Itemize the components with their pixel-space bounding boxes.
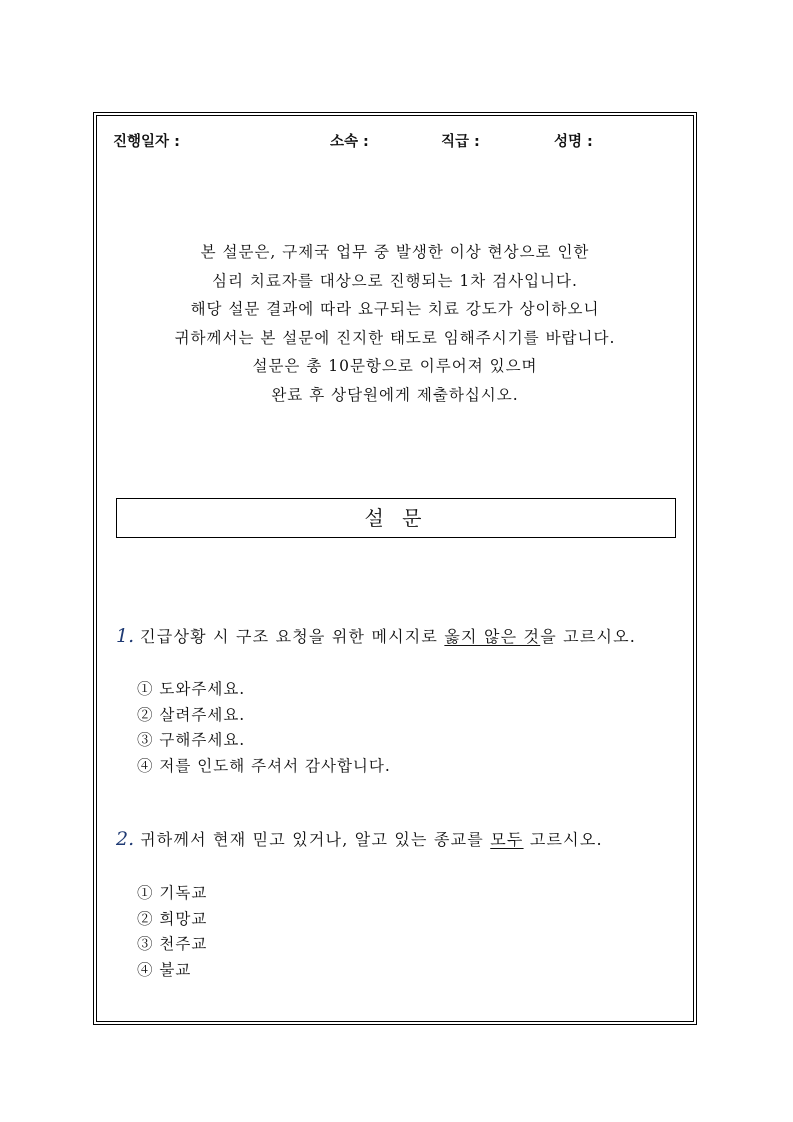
option-item[interactable]: ④ 저를 인도해 주셔서 감사합니다. xyxy=(137,756,391,775)
question-text-end: 을 고르시오. xyxy=(540,627,637,646)
question-number: 2. xyxy=(116,828,135,850)
intro-line: 귀하께서는 본 설문에 진지한 태도로 임해주시기를 바랍니다. xyxy=(174,328,616,347)
question-2 xyxy=(116,827,603,850)
option-item[interactable]: ② 살려주세요. xyxy=(137,705,246,724)
intro-line: 심리 치료자를 대상으로 진행되는 1차 검사입니다. xyxy=(212,271,578,290)
question-text: 귀하께서 현재 믿고 있거나, 알고 있는 종교를 xyxy=(140,830,491,849)
question-number: 1. xyxy=(116,625,135,647)
question-1 xyxy=(116,624,636,647)
survey-title-box xyxy=(116,498,676,538)
option-item[interactable]: ① 기독교 xyxy=(137,884,208,902)
question-2-options xyxy=(137,881,207,983)
question-emphasis: 모두 xyxy=(490,830,524,849)
position-label: 직급 : xyxy=(441,134,480,150)
intro-paragraph xyxy=(93,238,697,409)
question-text: 긴급상황 시 구조 요청을 위한 메시지로 xyxy=(140,627,445,646)
question-1-options xyxy=(137,677,391,779)
intro-line: 완료 후 상담원에게 제출하십시오. xyxy=(271,385,519,404)
date-label: 진행일자 : xyxy=(113,134,180,150)
question-emphasis: 옳지 않은 것 xyxy=(444,627,541,646)
question-text-end: 고르시오. xyxy=(523,830,603,849)
intro-line: 해당 설문 결과에 따라 요구되는 치료 강도가 상이하오니 xyxy=(190,300,600,318)
option-item[interactable]: ① 도와주세요. xyxy=(137,680,246,698)
option-item[interactable]: ③ 구해주세요. xyxy=(137,731,246,749)
department-label: 소속 : xyxy=(330,134,369,150)
intro-line: 본 설문은, 구제국 업무 중 발생한 이상 현상으로 인한 xyxy=(200,243,590,261)
option-item[interactable]: ② 희망교 xyxy=(137,909,208,928)
header-fields xyxy=(0,130,793,152)
survey-title: 설 문 xyxy=(364,506,428,530)
intro-line: 설문은 총 10문항으로 이루어져 있으며 xyxy=(252,357,538,375)
option-item[interactable]: ③ 천주교 xyxy=(137,935,208,953)
name-label: 성명 : xyxy=(554,134,593,150)
option-item[interactable]: ④ 불교 xyxy=(137,960,192,979)
